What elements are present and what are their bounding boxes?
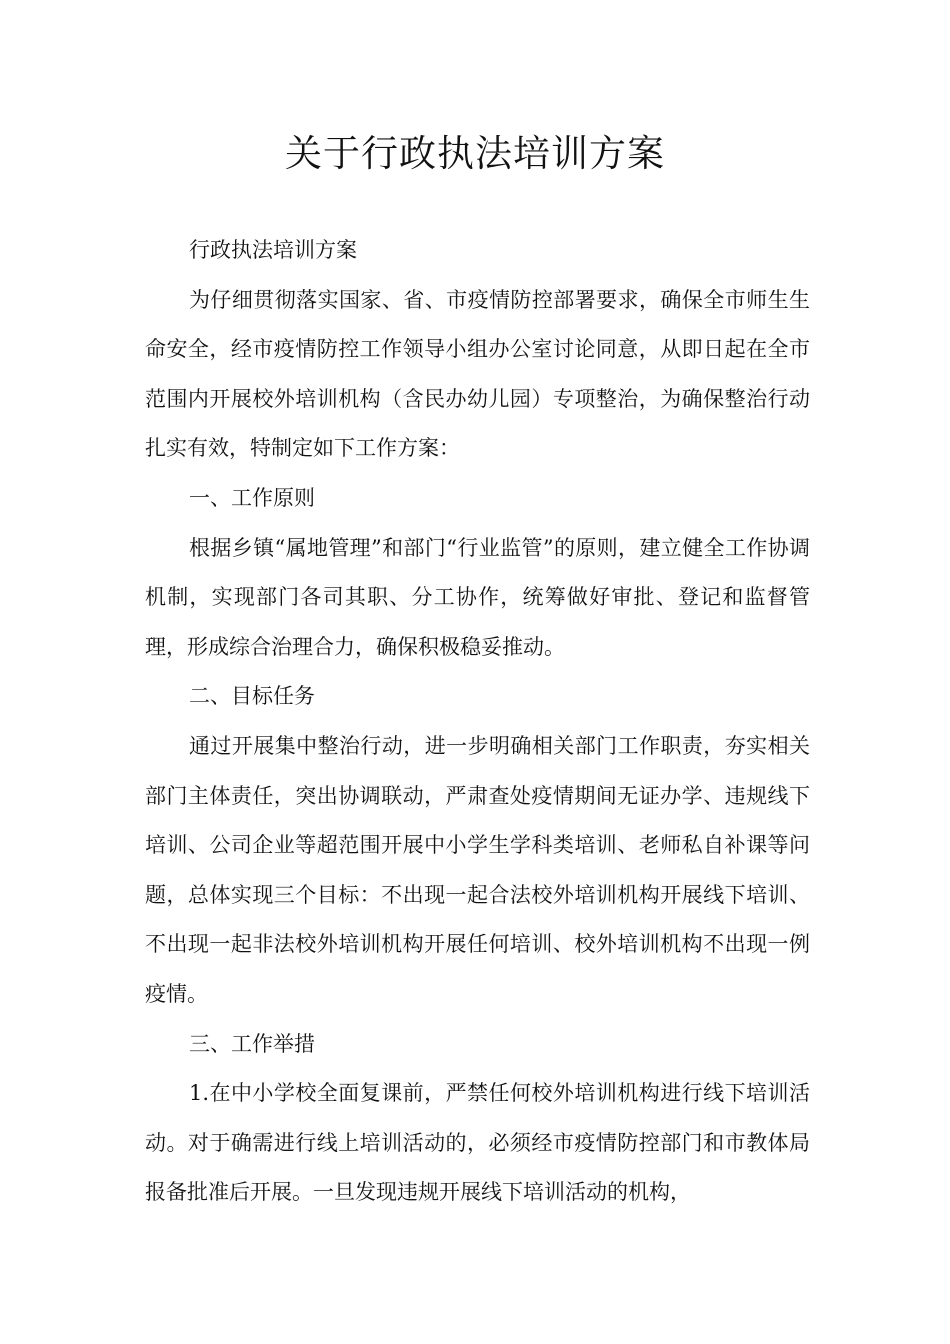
document-title: 关于行政执法培训方案 [285,132,665,175]
document-body [145,226,810,1218]
section-heading-principles: 一、工作原则 [189,485,315,510]
paragraph-goals: 通过开展集中整治行动，进一步明确相关部门工作职责，夯实相关部门主体责任，突出协调联动，严肃查处疫情期间无证办学、违规线下培训、公司企业等超范围开展中小学生学科类培训、老师私自补课等问题，总体实现三个目标：不出现一起合法校外培训机构开展线下培训、不出现一起非法校外培训机构开展任何培训、校外培训机构不出现一例疫情。 [145,733,810,1006]
paragraph-intro: 为仔细贯彻落实国家、省、市疫情防控部署要求，确保全市师生生命安全，经市疫情防控工作领导小组办公室讨论同意，从即日起在全市范围内开展校外培训机构（含民办幼儿园）专项整治，为确保整治行动扎实有效，特制定如下工作方案： [145,287,810,461]
paragraph-principles: 根据乡镇“属地管理”和部门“行业监管”的原则，建立健全工作协调机制，实现部门各司其职、分工协作，统筹做好审批、登记和监督管理，形成综合治理合力，确保积极稳妥推动。 [145,535,810,659]
section-heading-measures: 三、工作举措 [189,1031,315,1056]
paragraph-subtitle: 行政执法培训方案 [189,238,357,262]
section-heading-goals: 二、目标任务 [189,684,315,709]
paragraph-measure-1: 1.在中小学校全面复课前，严禁任何校外培训机构进行线下培训活动。对于确需进行线上培训活动的，必须经市疫情防控部门和市教体局报备批准后开展。一旦发现违规开展线下培训活动的机构， [145,1081,810,1205]
